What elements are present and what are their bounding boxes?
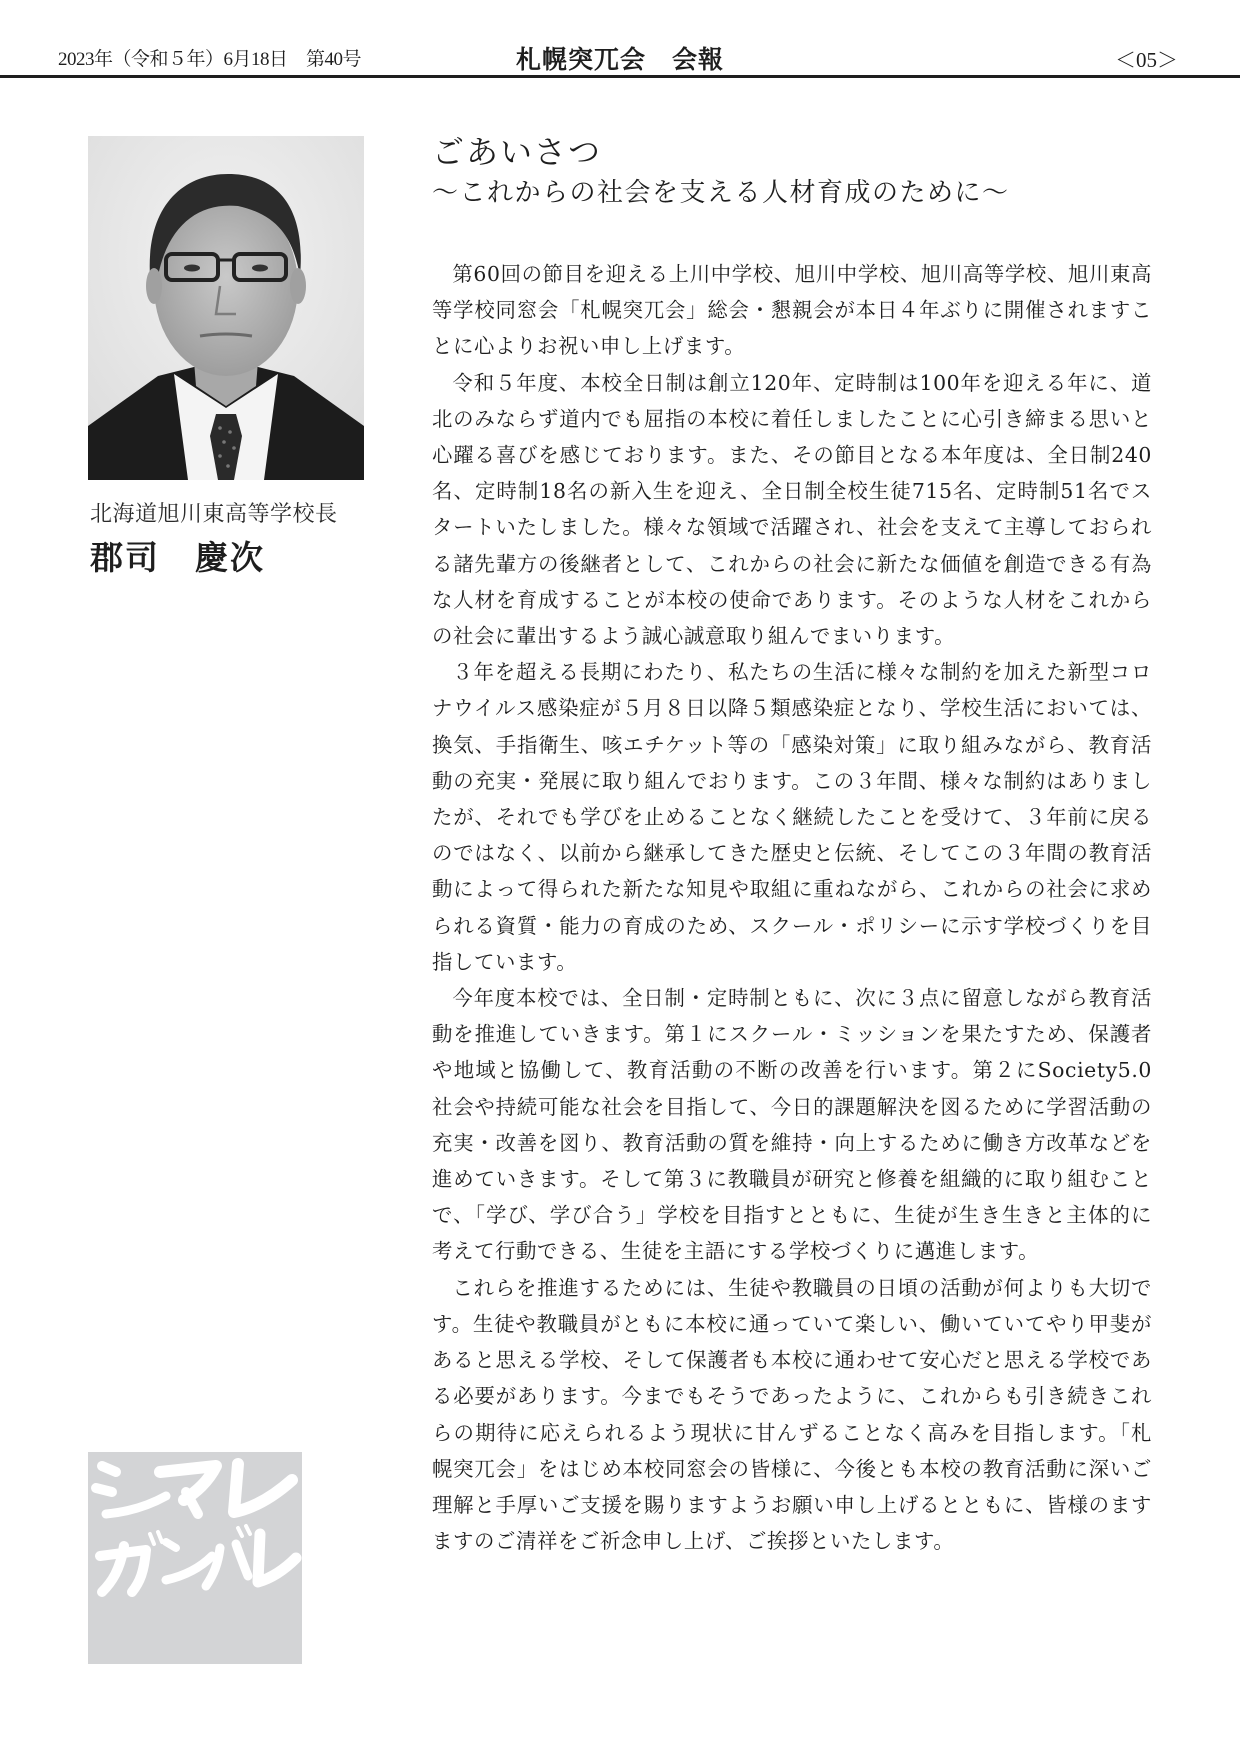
publication-title: 札幌突兀会 会報	[515, 45, 724, 74]
paragraph: 第60回の節目を迎える上川中学校、旭川中学校、旭川高等学校、旭川東高等学校同窓会「札幌突兀会」総会・懇親会が本日４年ぶりに開催されますことに心よりお祝い申し上げます。	[432, 262, 1152, 359]
author-role: 北海道旭川東高等学校長	[90, 502, 338, 527]
article-body	[432, 256, 1152, 1559]
article-subtitle: ～これからの社会を支える人材育成のために～	[432, 178, 1010, 208]
article-title: ごあいさつ	[432, 133, 603, 171]
brush-lettering-icon	[88, 1452, 302, 1664]
portrait-illustration	[88, 136, 364, 480]
issue-date: 2023年（令和５年）6月18日 第40号	[58, 49, 362, 70]
paragraph: これらを推進するためには、生徒や教職員の日頃の活動が何よりも大切です。生徒や教職員がともに本校に通っていて楽しい、働いていてやり甲斐があると思える学校、そして保護者も本校に通わせて安心だと思える学校である必要があります。今までもそうであったように、これからも引き続きこれらの期待に応えられるよう現状に甘んずることなく高みを目指します。「札幌突兀会」をはじめ本校同窓会の皆様に、今後とも本校の教育活動に深いご理解と手厚いご支援を賜りますようお願い申し上げるとともに、皆様のますますのご清祥をご祈念申し上げ、ご挨拶といたします。	[432, 1275, 1152, 1554]
portrait-photo	[88, 136, 364, 480]
author-name: 郡司 慶次	[90, 538, 265, 577]
page-header	[0, 0, 1240, 78]
greeting-article	[432, 130, 1152, 1559]
header-rule	[0, 75, 1240, 78]
paragraph: 今年度本校では、全日制・定時制ともに、次に３点に留意しながら教育活動を推進していきます。第１にスクール・ミッションを果たすため、保護者や地域と協働して、教育活動の不断の改善を行います。第２にSociety5.0社会や持続可能な社会を目指して、今日的課題解決を図るために学習活動の充実・改善を図り、教育活動の質を維持・向上するために働き方改革などを進めていきます。そして第３に教職員が研究と修養を組織的に取り組むことで、「学び、学び合う」学校を目指すとともに、生徒が生き生きと主体的に考えて行動できる、生徒を主語にする学校づくりに邁進します。	[432, 986, 1152, 1264]
page-number: ＜05＞	[1115, 48, 1178, 72]
paragraph: 令和５年度、本校全日制は創立120年、定時制は100年を迎える年に、道北のみならず道内でも屈指の本校に着任しましたことに心引き締まる思いと心躍る喜びを感じております。また、その節目となる本年度は、全日制240名、定時制18名の新入生を迎え、全日制全校生徒715名、定時制51名でスタートいたしました。様々な領域で活躍され、社会を支えて主導しておられる諸先輩方の後継者として、これからの社会に新たな価値を創造できる有為な人材を育成することが本校の使命であります。そのような人材をこれからの社会に輩出するよう誠心誠意取り組んでまいります。	[432, 370, 1152, 649]
shimare-ganbare-logo	[88, 1452, 302, 1664]
paragraph: ３年を超える長期にわたり、私たちの生活に様々な制約を加えた新型コロナウイルス感染症が５月８日以降５類感染症となり、学校生活においては、換気、手指衛生、咳エチケット等の「感染対策」に取り組みながら、教育活動の充実・発展に取り組んでおります。この３年間、様々な制約はありましたが、それでも学びを止めることなく継続したことを受けて、３年前に戻るのではなく、以前から継承してきた歴史と伝統、そしてこの３年間の教育活動によって得られた新たな知見や取組に重ねながら、これからの社会に求められる資質・能力の育成のため、スクール・ポリシーに示す学校づくりを目指しています。	[432, 660, 1152, 974]
